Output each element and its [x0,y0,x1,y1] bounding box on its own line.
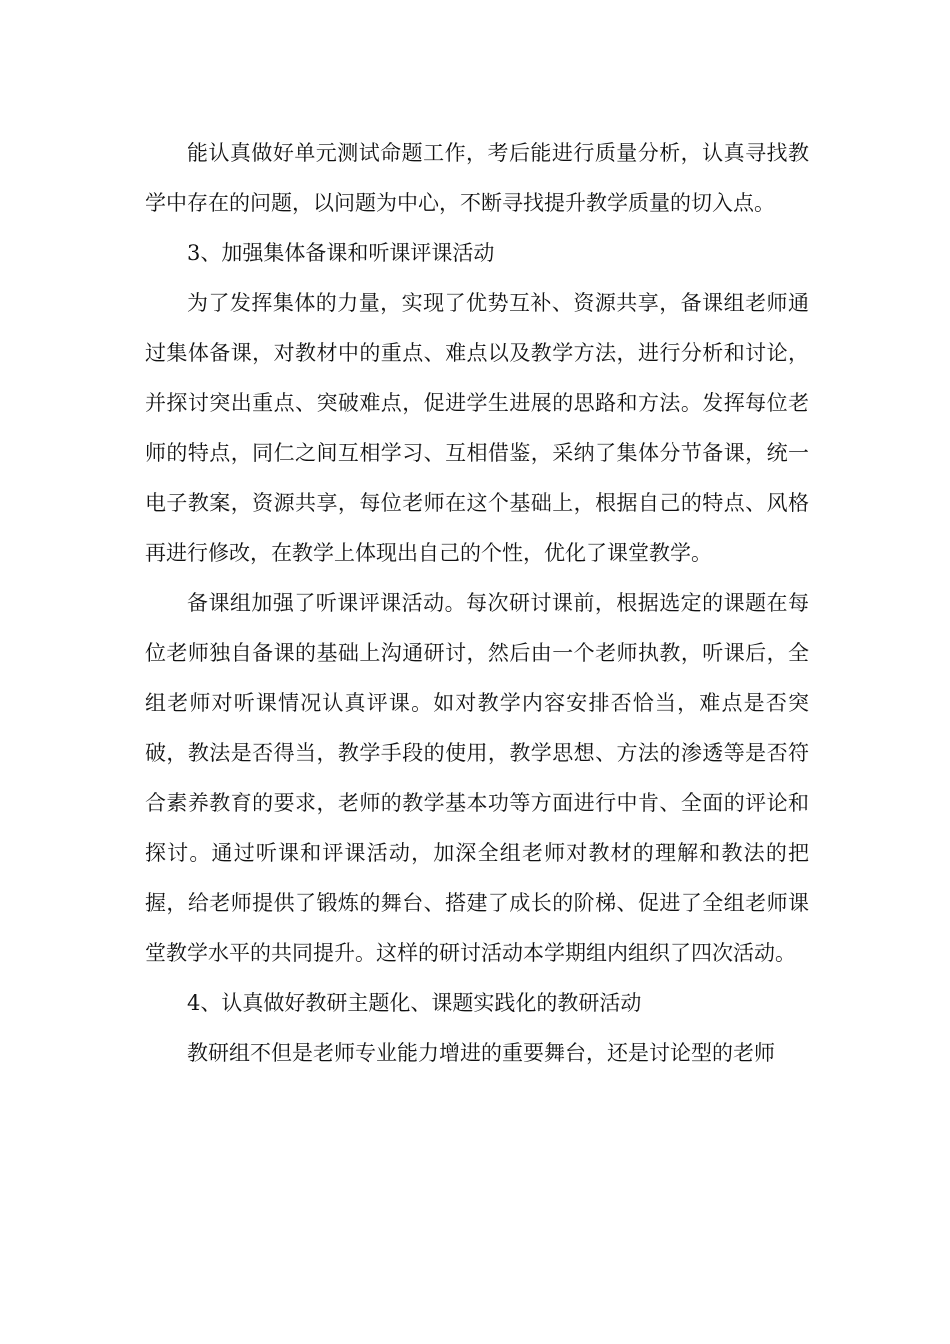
section-heading-3: 3、加强集体备课和听课评课活动 [187,241,495,265]
document-body [145,128,809,1078]
paragraph-collective-lesson-prep: 为了发挥集体的力量，实现了优势互补、资源共享，备课组老师通过集体备课，对教材中的重点、难点以及教学方法，进行分析和讨论，并探讨突出重点、突破难点，促进学生进展的思路和方法。发挥每位老师的特点，同仁之间互相学习、互相借鉴，采纳了集体分节备课，统一电子教案，资源共享，每位老师在这个基础上，根据自己的特点、风格再进行修改，在教学上体现出自己的个性，优化了课堂教学。 [145,291,809,565]
section-heading-4: 4、认真做好教研主题化、课题实践化的教研活动 [187,991,642,1015]
paragraph-lesson-evaluation: 备课组加强了听课评课活动。每次研讨课前，根据选定的课题在每位老师独自备课的基础上沟通研讨，然后由一个老师执教，听课后，全组老师对听课情况认真评课。如对教学内容安排否恰当，难点是否突破，教法是否得当，教学手段的使用，教学思想、方法的渗透等是否符合素养教育的要求，老师的教学基本功等方面进行中肯、全面的评论和探讨。通过听课和评课活动，加深全组老师对教材的理解和教法的把握，给老师提供了锻炼的舞台、搭建了成长的阶梯、促进了全组老师课堂教学水平的共同提升。这样的研讨活动本学期组内组织了四次活动。 [145,591,809,965]
paragraph-exam-analysis: 能认真做好单元测试命题工作，考后能进行质量分析，认真寻找教学中存在的问题，以问题为中心，不断寻找提升教学质量的切入点。 [145,141,809,215]
paragraph-teaching-research-group: 教研组不但是老师专业能力增进的重要舞台，还是讨论型的老师 [187,1041,775,1065]
